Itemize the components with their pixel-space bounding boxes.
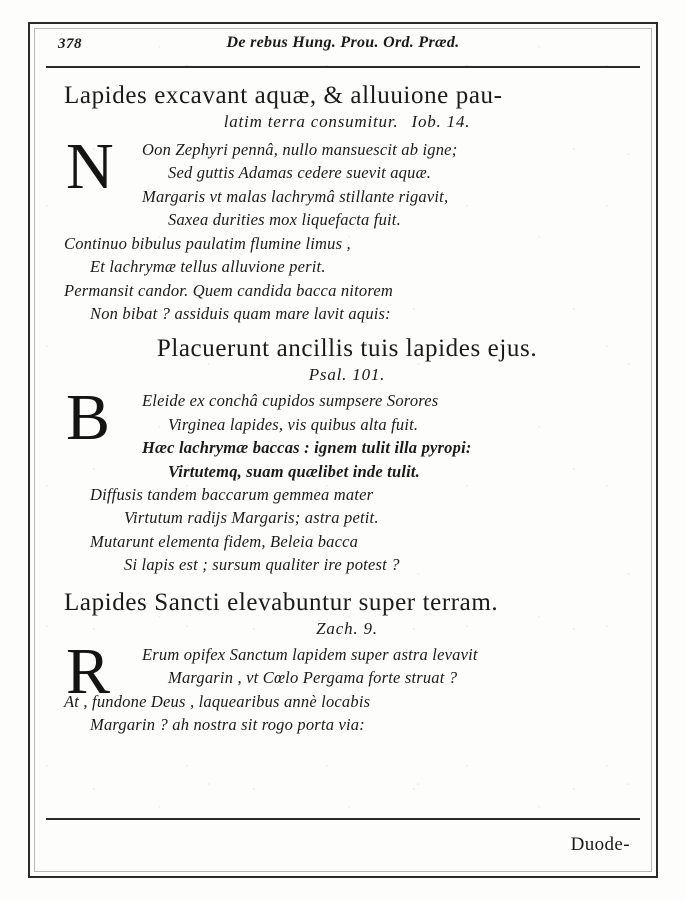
verse-line: Virtutemq, suam quælibet inde tulit.	[168, 461, 421, 481]
scripture-reference: Iob. 14.	[411, 112, 471, 131]
verse-line: Mutarunt elementa fidem, Beleia bacca	[90, 531, 359, 551]
scripture-reference: Psal. 101.	[308, 365, 386, 385]
drop-cap-n: N	[66, 130, 114, 203]
section-psal-101	[64, 335, 630, 576]
catchword: Duode-	[570, 834, 630, 855]
scripture-reference: Zach. 9.	[316, 618, 378, 638]
verse-line: Oon Zephyri pennâ, nullo mansuescit ab igne;	[142, 140, 458, 159]
verse-line: Erum opifex Sanctum lapidem super astra levavit	[142, 644, 478, 664]
verse-line: Margarin ? ah nostra sit rogo porta via:	[90, 715, 365, 735]
page-body	[64, 76, 630, 810]
verse-line: Non bibat ? assiduis quam mare lavit aquis:	[90, 303, 391, 323]
footer-rule	[46, 818, 640, 820]
verse-group-2	[64, 381, 630, 576]
verse-line: Virginea lapides, vis quibus alta fuit.	[168, 414, 419, 434]
folio-number: 378	[58, 36, 82, 52]
verse-line: Sed guttis Adamas cedere suevit aquæ.	[168, 163, 432, 183]
verse-group-1	[64, 130, 630, 325]
header-rule	[46, 66, 640, 68]
stanza-2	[64, 381, 630, 576]
verse-line: Virtutum radijs Margaris; astra petit.	[124, 508, 379, 528]
drop-cap-b: B	[66, 381, 111, 455]
verse-line: Permansit candor. Quem candida bacca nitorem	[64, 280, 393, 300]
stanza-1	[64, 130, 630, 325]
section-job-14	[64, 82, 630, 325]
verse-line: Saxea durities mox liquefacta fuit.	[168, 210, 401, 230]
running-head	[48, 34, 638, 60]
section-heading-line1: Lapides excavant aquæ, & alluuione pau-	[64, 82, 503, 109]
heading-continuation: latim terra consumitur.	[223, 112, 399, 131]
drop-cap-r: R	[66, 634, 111, 708]
verse-group-3	[64, 634, 630, 737]
verse-line: Continuo bibulus paulatim flumine limus ,	[64, 233, 351, 253]
running-head-title: De rebus Hung. Prou. Ord. Præd.	[226, 34, 460, 51]
section-heading-line2	[64, 112, 630, 132]
verse-line: Diffusis tandem baccarum gemmea mater	[90, 485, 374, 505]
verse-line: Et lachrymæ tellus alluvione perit.	[90, 257, 326, 277]
section-heading-line1: Lapides Sancti elevabuntur super terram.	[64, 588, 499, 616]
verse-line: Margaris vt malas lachrymâ stillante rigavit,	[142, 186, 449, 206]
verse-line: Eleide ex conchâ cupidos sumpsere Sorores	[142, 391, 439, 411]
verse-line: Margarin , vt Cœlo Pergama forte struat ?	[168, 668, 458, 688]
page-border-frame	[28, 22, 658, 878]
verse-line: At , fundone Deus , laquearibus annè locabis	[64, 691, 371, 711]
section-heading-line1: Placuerunt ancillis tuis lapides ejus.	[156, 335, 538, 363]
verse-line: Hæc lachrymæ baccas : ignem tulit illa pyropi:	[142, 438, 472, 458]
verse-line: Si lapis est ; sursum qualiter ire potest ?	[124, 555, 400, 575]
section-zach-9	[64, 589, 630, 737]
stanza-3	[64, 634, 630, 737]
